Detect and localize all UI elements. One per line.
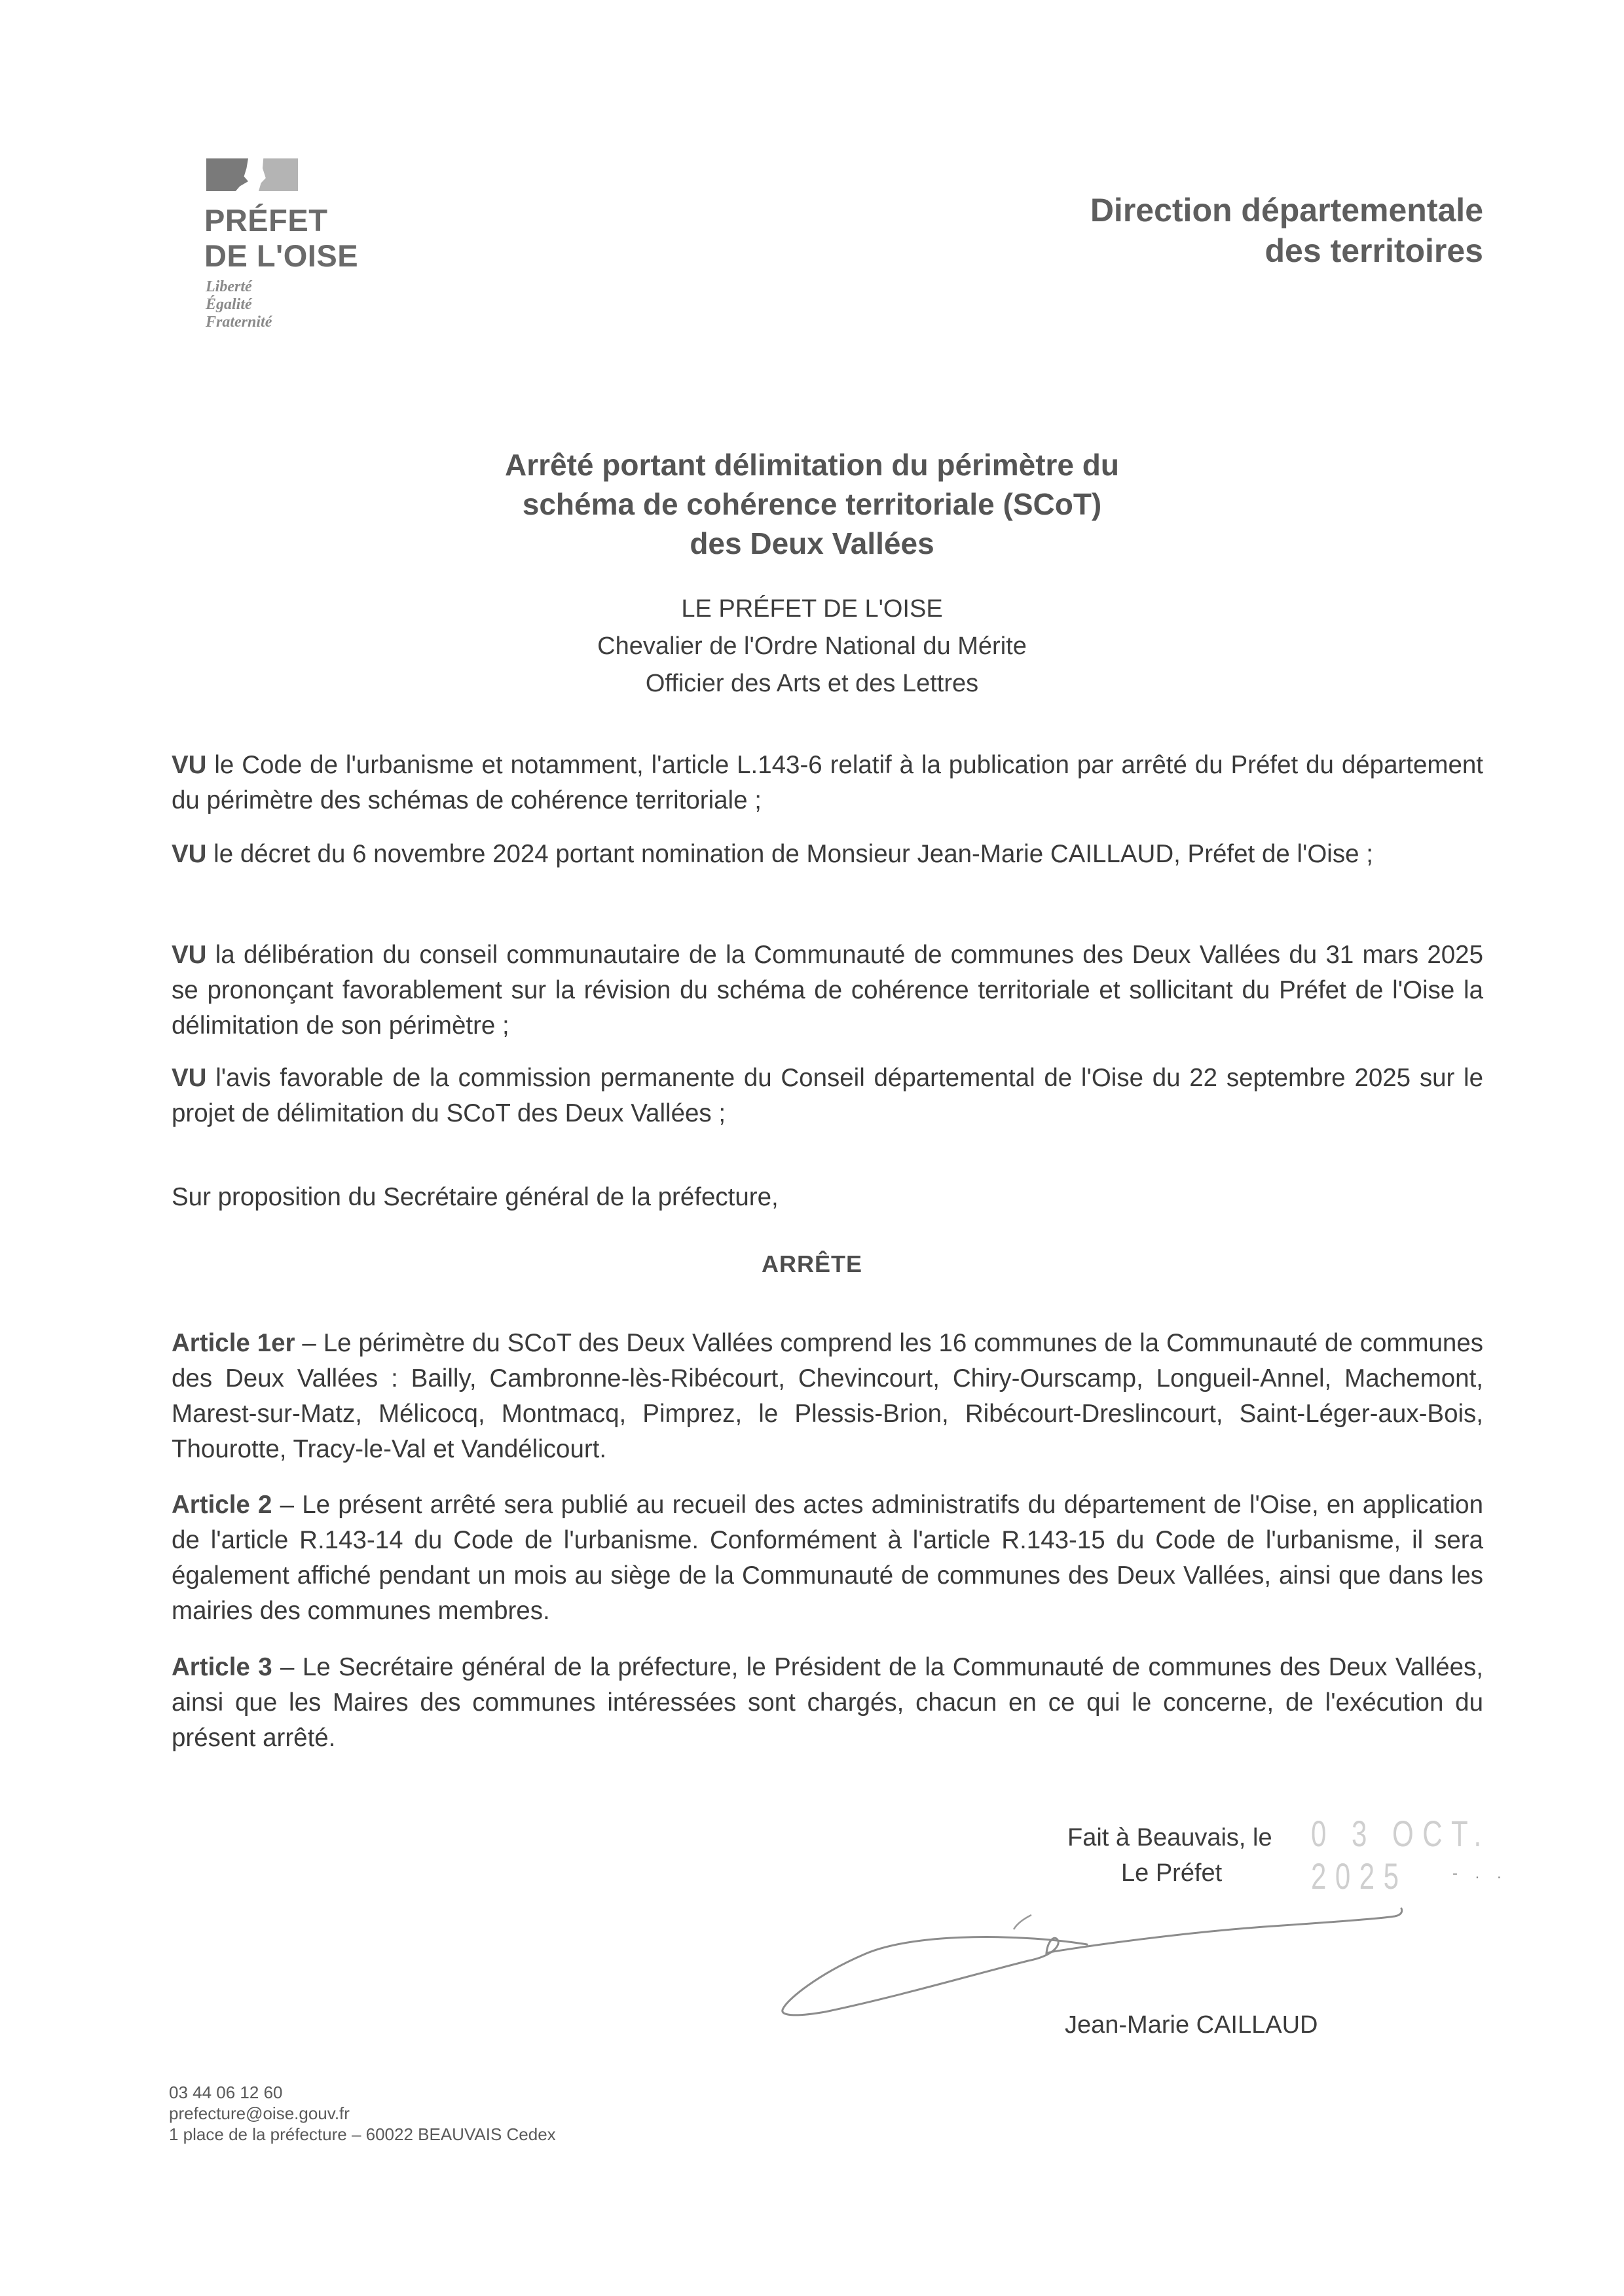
consideration-text: la délibération du conseil communautaire de la Communauté de communes des Deux Vallées du 31 mars 2025 se prononçant favorablement sur la révision du schéma de cohérence territoriale et sollicitant du Préfet de l'Oise la délimitation de son périmètre ; [172,941,1483,1040]
consideration-text: l'avis favorable de la commission permanente du Conseil départemental de l'Oise du 22 septembre 2025 sur le projet de délimitation du SCoT des Deux Vallées ; [172,1064,1483,1127]
signature-place: Fait à Beauvais, le [1067,1824,1272,1851]
direction-line2: des territoires [1264,232,1483,269]
proposal-line [172,1180,1483,1215]
logo-name-line1: PRÉFET [204,203,328,238]
article-text: – Le périmètre du SCoT des Deux Vallées comprend les 16 communes de la Communauté de communes des Deux Vallées : Bailly, Cambronne-lès-Ribécourt, Chevincourt, Chiry-Ourscamp, Longueil-Annel, Machemont, Marest-sur-Matz, Mélicocq, Montmacq, Pimprez, le Plessis-Brion, Ribécourt-Dreslincourt, Saint-Léger-aux-Bois, Thourotte, Tracy-le-Val et Vandélicourt. [172,1329,1484,1463]
article-3 [172,1650,1483,1756]
motto-liberte: Liberté [206,278,252,295]
marianne-flag-right-icon [259,158,298,191]
authority-honor2: Officier des Arts et des Lettres [645,670,979,697]
consideration-text: le décret du 6 novembre 2024 portant nomination de Monsieur Jean-Marie CAILLAUD, Préfet de l'Oise ; [206,840,1373,868]
article-lead: Article 3 [172,1653,272,1681]
proposal-text: Sur proposition du Secrétaire général de la préfecture, [172,1183,779,1211]
republic-motto [206,278,272,331]
consideration-lead: VU [172,840,207,868]
contact-footer [169,2082,556,2145]
article-1 [172,1326,1483,1467]
consideration-lead: VU [172,1064,207,1092]
article-lead: Article 2 [172,1491,272,1519]
date-stamp: 0 3 OCT. 2025 [1311,1813,1490,1897]
signature-tick [1014,1915,1031,1929]
document-title [0,445,1624,563]
stamp-marks: - . . [1452,1865,1508,1882]
signer-name: Jean-Marie CAILLAUD [1065,2011,1318,2039]
article-text: – Le présent arrêté sera publié au recueil des actes administratifs du département de l'Oise, en application de l'article R.143-14 du Code de l'urbanisme. Conformément à l'article R.143-15 du Code de l'urbanisme, il sera également affiché pendant un mois au siège de la Communauté de communes des Deux Vallées, ainsi que dans les mairies des communes membres. [172,1491,1483,1625]
article-lead: Article 1er [172,1329,295,1357]
direction-line1: Direction départementale [1090,192,1483,228]
consideration-3 [172,938,1483,1044]
consideration-text: le Code de l'urbanisme et notamment, l'article L.143-6 relatif à la publication par arrêté du Préfet du département du périmètre des schémas de cohérence territoriale ; [172,751,1483,814]
motto-egalite: Égalité [206,296,252,313]
title-line2: schéma de cohérence territoriale (SCoT) [522,487,1102,521]
title-line3: des Deux Vallées [690,526,934,560]
title-line1: Arrêté portant délimitation du périmètre du [505,448,1119,482]
consideration-lead: VU [172,751,207,779]
motto-fraternite: Fraternité [206,314,272,331]
logo-name-line2: DE L'OISE [204,238,359,273]
issuing-direction [1090,190,1483,271]
consideration-lead: VU [172,941,207,969]
footer-email: prefecture@oise.gouv.fr [169,2104,350,2123]
footer-address: 1 place de la préfecture – 60022 BEAUVAIS Cedex [169,2124,556,2144]
authority-block [0,591,1624,702]
logo-name [204,203,358,274]
footer-phone: 03 44 06 12 60 [169,2083,283,2102]
article-2 [172,1487,1483,1629]
decision-heading: ARRÊTE [761,1250,862,1277]
consideration-4 [172,1061,1483,1131]
article-text: – Le Secrétaire général de la préfecture, le Président de la Communauté de communes des Deux Vallées, ainsi que les Maires des communes intéressées sont chargés, chacun en ce qui le concerne, de l'exécution du présent arrêté. [172,1653,1484,1752]
signature-stroke [783,1908,1402,2015]
consideration-1 [172,748,1483,818]
marianne-flag-left-icon [206,158,248,191]
prefet-logo [204,157,420,354]
authority-name: LE PRÉFET DE L'OISE [681,595,943,623]
consideration-2 [172,837,1483,872]
authority-honor1: Chevalier de l'Ordre National du Mérite [597,632,1027,660]
signature-role: Le Préfet [1121,1859,1223,1887]
